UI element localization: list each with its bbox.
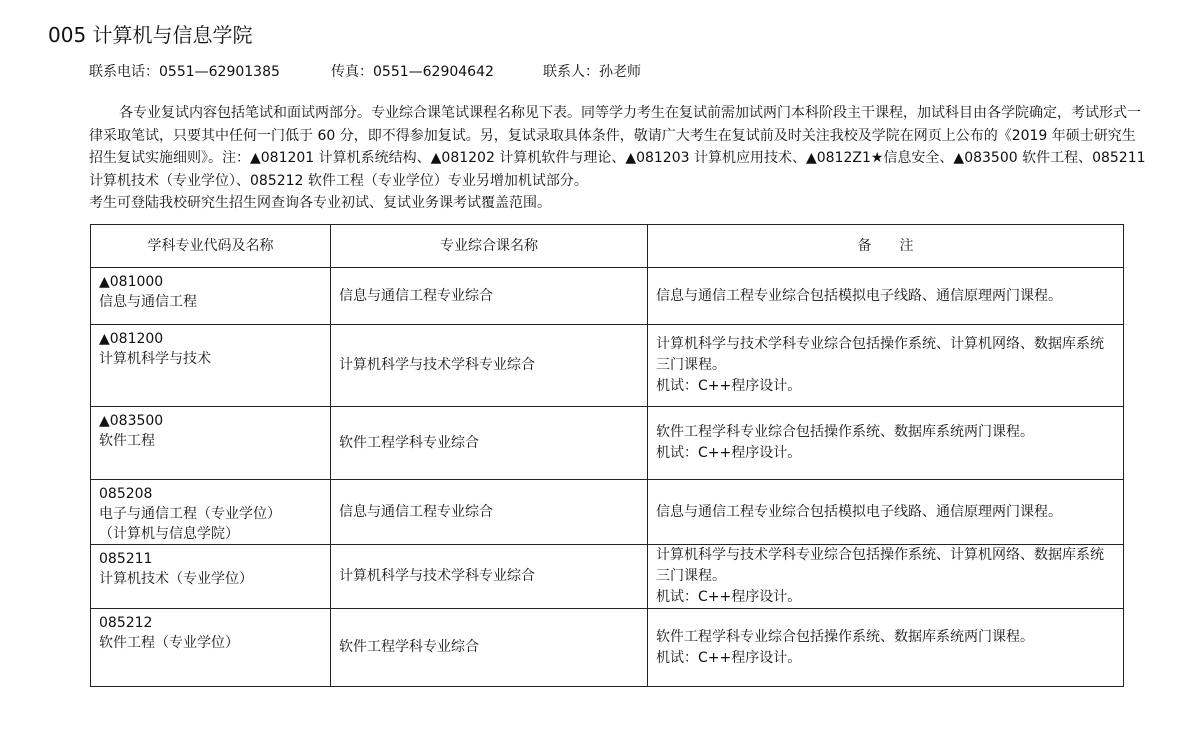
table-row bbox=[91, 609, 1124, 687]
major-name: 计算机科学与技术 bbox=[99, 351, 211, 367]
table-row bbox=[91, 480, 1124, 545]
exam-subject-table bbox=[90, 224, 1124, 687]
major-code: 085212 bbox=[99, 615, 153, 631]
note-text: 软件工程学科专业综合包括操作系统、数据库系统两门课程。 bbox=[656, 628, 1034, 645]
note-text: 信息与通信工程专业综合包括模拟电子线路、通信原理两门课程。 bbox=[656, 287, 1062, 304]
course-cell: 软件工程学科专业综合 bbox=[331, 609, 648, 687]
major-cell bbox=[91, 545, 331, 609]
major-cell bbox=[91, 480, 331, 545]
header-major-code: 学科专业代码及名称 bbox=[91, 225, 331, 268]
contact-line bbox=[89, 62, 641, 82]
major-code: ▲083500 bbox=[99, 413, 164, 429]
note-text: 计算机科学与技术学科专业综合包括操作系统、计算机网络、数据库系统三门课程。 bbox=[656, 547, 1104, 584]
major-code: 085208 bbox=[99, 486, 153, 502]
course-cell: 信息与通信工程专业综合 bbox=[331, 268, 648, 325]
intro-paragraph-query: 考生可登陆我校研究生招生网查询各专业初试、复试业务课考试覆盖范围。 bbox=[89, 195, 551, 211]
major-cell bbox=[91, 609, 331, 687]
contact-person: 联系人：孙老师 bbox=[543, 64, 641, 80]
course-cell: 软件工程学科专业综合 bbox=[331, 407, 648, 480]
note-text: 信息与通信工程专业综合包括模拟电子线路、通信原理两门课程。 bbox=[656, 503, 1062, 520]
note-text: 软件工程学科专业综合包括操作系统、数据库系统两门课程。 bbox=[656, 424, 1034, 440]
major-code: ▲081000 bbox=[99, 274, 164, 290]
note-cell bbox=[648, 268, 1124, 325]
major-name: 软件工程 bbox=[99, 433, 155, 449]
table-header-row bbox=[91, 225, 1124, 268]
major-code: 085211 bbox=[99, 551, 153, 567]
major-cell bbox=[91, 268, 331, 325]
table-row bbox=[91, 407, 1124, 480]
note-cell bbox=[648, 545, 1124, 609]
note-machine-test: 机试：C++程序设计。 bbox=[656, 589, 802, 605]
major-cell bbox=[91, 325, 331, 407]
note-machine-test: 机试：C++程序设计。 bbox=[656, 649, 802, 666]
contact-fax: 传真：0551—62904642 bbox=[331, 64, 494, 80]
note-cell bbox=[648, 407, 1124, 480]
major-name: 计算机技术（专业学位） bbox=[99, 571, 253, 587]
note-cell bbox=[648, 325, 1124, 407]
course-cell: 计算机科学与技术学科专业综合 bbox=[331, 545, 648, 609]
intro-paragraph: 各专业复试内容包括笔试和面试两部分。专业综合课笔试课程名称见下表。同等学力考生在复试前需加试两门本科阶段主干课程，加试科目由各学院确定，考试形式一律采取笔试，只要其中任何一门低于 60 分，即不得参加复试。另，复试录取具体条件，敬请广大考生在复试前及时关注我校及学院在网页上公布的《2019 年硕士研究生招生复试实施细则》。注：▲081201 计算机系统结构、▲081202 计算机软件与理论、▲081203 计算机应用技术、▲0812Z1★信息安全、▲083500 软件工程、085211 计算机技术（专业学位）、085212 软件工程（专业学位）专业另增加机试部分。 bbox=[89, 105, 1146, 189]
note-machine-test: 机试：C++程序设计。 bbox=[656, 378, 802, 394]
major-name: 电子与通信工程（专业学位） bbox=[99, 506, 281, 522]
major-name-college: （计算机与信息学院） bbox=[99, 526, 239, 542]
header-course-name: 专业综合课名称 bbox=[331, 225, 648, 268]
major-name: 信息与通信工程 bbox=[99, 294, 197, 310]
note-text: 计算机科学与技术学科专业综合包括操作系统、计算机网络、数据库系统三门课程。 bbox=[656, 336, 1104, 373]
table-row bbox=[91, 325, 1124, 407]
page-title: 005 计算机与信息学院 bbox=[48, 23, 253, 47]
course-cell: 计算机科学与技术学科专业综合 bbox=[331, 325, 648, 407]
contact-phone: 联系电话：0551—62901385 bbox=[89, 64, 280, 80]
table-row bbox=[91, 545, 1124, 609]
note-machine-test: 机试：C++程序设计。 bbox=[656, 445, 802, 461]
header-remarks: 备 注 bbox=[648, 225, 1124, 268]
note-cell bbox=[648, 480, 1124, 545]
course-cell: 信息与通信工程专业综合 bbox=[331, 480, 648, 545]
major-code: ▲081200 bbox=[99, 331, 164, 347]
note-cell bbox=[648, 609, 1124, 687]
table-row bbox=[91, 268, 1124, 325]
intro-text bbox=[89, 102, 1149, 215]
major-name: 软件工程（专业学位） bbox=[99, 635, 239, 651]
major-cell bbox=[91, 407, 331, 480]
